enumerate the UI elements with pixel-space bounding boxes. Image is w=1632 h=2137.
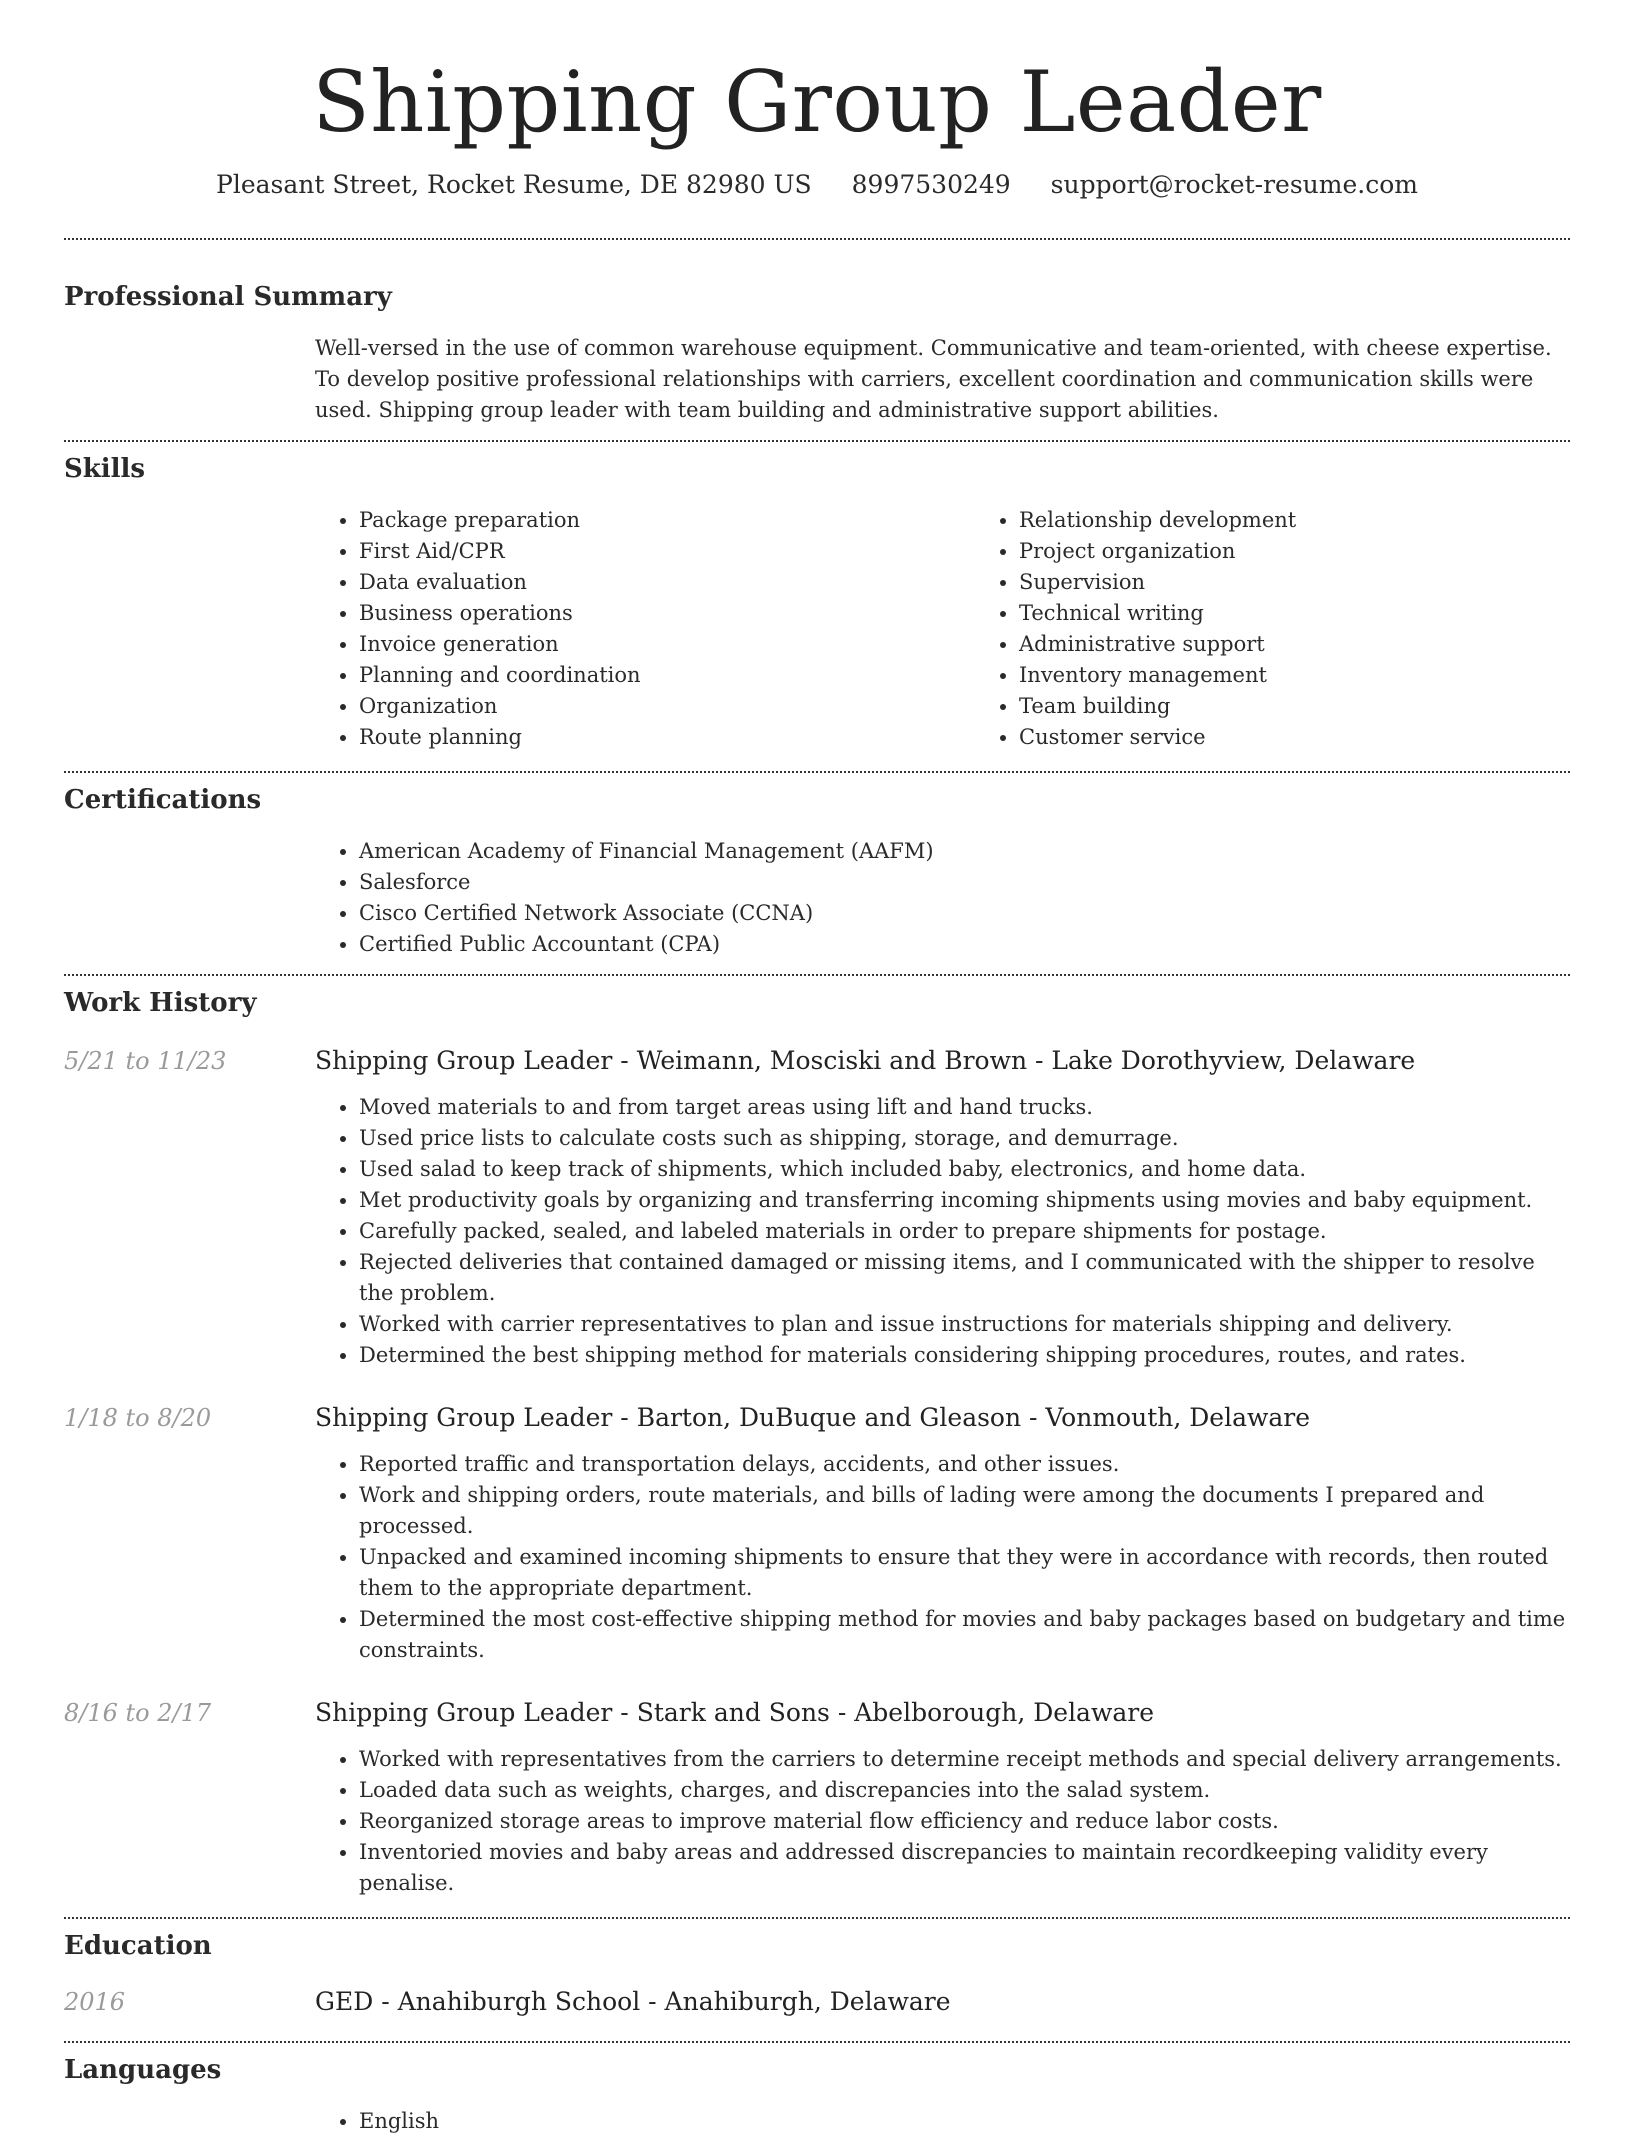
- education-section: [64, 1919, 1570, 2019]
- certification-item: • Certified Public Accountant (CPA): [359, 929, 1570, 960]
- skill-item: • Customer service: [1019, 722, 1632, 753]
- skill-item: • Organization: [359, 691, 975, 722]
- job-bullets: [315, 1449, 1570, 1666]
- summary-text: Well-versed in the use of common warehouse equipment. Communicative and team-oriented, with cheese expertise. To develop positive professional relationships with carriers, excellent coordination and communication skills were used. Shipping group leader with team building and administrative support abilities.: [315, 336, 1552, 422]
- languages-section: [64, 2043, 1570, 2137]
- job-dates: 1/18 to 8/20: [64, 1404, 212, 1432]
- certifications-list: [315, 836, 1570, 960]
- skill-item: • Relationship development: [1019, 505, 1632, 536]
- language-item: • English: [359, 2106, 1570, 2137]
- contact-address: Pleasant Street, Rocket Resume, DE 82980 US: [216, 170, 812, 199]
- job-bullet: • Used price lists to calculate costs such as shipping, storage, and demurrage.: [359, 1123, 1570, 1154]
- education-year: 2016: [64, 1988, 126, 2016]
- job-entry: [64, 1401, 1570, 1666]
- skills-list-right: [975, 505, 1632, 753]
- job-dates: 8/16 to 2/17: [64, 1699, 212, 1727]
- certifications-section: [64, 773, 1570, 960]
- job-bullet: • Carefully packed, sealed, and labeled materials in order to prepare shipments for postage.: [359, 1216, 1570, 1247]
- job-dates: 5/21 to 11/23: [64, 1047, 227, 1075]
- job-heading: Shipping Group Leader - Barton, DuBuque and Gleason - Vonmouth, Delaware: [315, 1403, 1311, 1432]
- skill-item: • Project organization: [1019, 536, 1632, 567]
- job-heading: Shipping Group Leader - Weimann, Mosciski and Brown - Lake Dorothyview, Delaware: [315, 1046, 1416, 1075]
- skill-item: • Planning and coordination: [359, 660, 975, 691]
- job-bullet: • Met productivity goals by organizing and transferring incoming shipments using movies and baby equipment.: [359, 1185, 1570, 1216]
- skill-item: • Team building: [1019, 691, 1632, 722]
- skills-heading: Skills: [64, 454, 146, 484]
- education-heading-line: GED - Anahiburgh School - Anahiburgh, Delaware: [315, 1987, 951, 2016]
- skill-item: • Route planning: [359, 722, 975, 753]
- job-bullet: • Reported traffic and transportation delays, accidents, and other issues.: [359, 1449, 1570, 1480]
- job-bullet: • Worked with carrier representatives to plan and issue instructions for materials shipping and delivery.: [359, 1309, 1570, 1340]
- summary-section: [64, 240, 1570, 426]
- job-bullet: • Loaded data such as weights, charges, and discrepancies into the salad system.: [359, 1775, 1570, 1806]
- job-bullet: • Work and shipping orders, route materials, and bills of lading were among the documents I prepared and processed.: [359, 1480, 1570, 1542]
- work-history-heading: Work History: [64, 988, 257, 1018]
- languages-heading: Languages: [64, 2055, 222, 2085]
- job-bullets: [315, 1092, 1570, 1371]
- summary-heading: Professional Summary: [64, 282, 392, 312]
- skill-item: • Invoice generation: [359, 629, 975, 660]
- job-bullet: • Determined the most cost-effective shipping method for movies and baby packages based on budgetary and time constraints.: [359, 1604, 1570, 1666]
- skill-item: • First Aid/CPR: [359, 536, 975, 567]
- skill-item: • Technical writing: [1019, 598, 1632, 629]
- skills-section: [64, 442, 1570, 753]
- certification-item: • Salesforce: [359, 867, 1570, 898]
- job-entry: [64, 1044, 1570, 1371]
- job-bullet: • Used salad to keep track of shipments, which included baby, electronics, and home data.: [359, 1154, 1570, 1185]
- skill-item: • Package preparation: [359, 505, 975, 536]
- skill-item: • Data evaluation: [359, 567, 975, 598]
- certifications-heading: Certifications: [64, 785, 262, 815]
- skill-item: • Business operations: [359, 598, 975, 629]
- job-heading: Shipping Group Leader - Stark and Sons - Abelborough, Delaware: [315, 1698, 1155, 1727]
- job-bullet: • Reorganized storage areas to improve material flow efficiency and reduce labor costs.: [359, 1806, 1570, 1837]
- job-bullet: • Moved materials to and from target areas using lift and hand trucks.: [359, 1092, 1570, 1123]
- job-bullet: • Unpacked and examined incoming shipments to ensure that they were in accordance with records, then routed them to the appropriate department.: [359, 1542, 1570, 1604]
- job-bullet: • Worked with representatives from the carriers to determine receipt methods and special delivery arrangements.: [359, 1744, 1570, 1775]
- contact-phone: 8997530249: [851, 170, 1011, 199]
- work-history-section: [64, 976, 1570, 1899]
- skill-item: • Supervision: [1019, 567, 1632, 598]
- languages-list: [315, 2106, 1570, 2137]
- skill-item: • Administrative support: [1019, 629, 1632, 660]
- contact-email: support@rocket-resume.com: [1050, 170, 1418, 199]
- contact-line: [64, 168, 1570, 202]
- certification-item: • American Academy of Financial Management (AAFM): [359, 836, 1570, 867]
- job-bullet: • Rejected deliveries that contained damaged or missing items, and I communicated with the shipper to resolve the problem.: [359, 1247, 1570, 1309]
- skills-list-left: [315, 505, 975, 753]
- education-heading: Education: [64, 1931, 212, 1961]
- skill-item: • Inventory management: [1019, 660, 1632, 691]
- job-bullet: • Determined the best shipping method for materials considering shipping procedures, routes, and rates.: [359, 1340, 1570, 1371]
- job-entry: [64, 1696, 1570, 1899]
- certification-item: • Cisco Certified Network Associate (CCNA): [359, 898, 1570, 929]
- resume-page: [64, 0, 1570, 2137]
- job-bullet: • Inventoried movies and baby areas and addressed discrepancies to maintain recordkeeping validity every penalise.: [359, 1837, 1570, 1899]
- job-bullets: [315, 1744, 1570, 1899]
- page-title: Shipping Group Leader: [312, 53, 1322, 151]
